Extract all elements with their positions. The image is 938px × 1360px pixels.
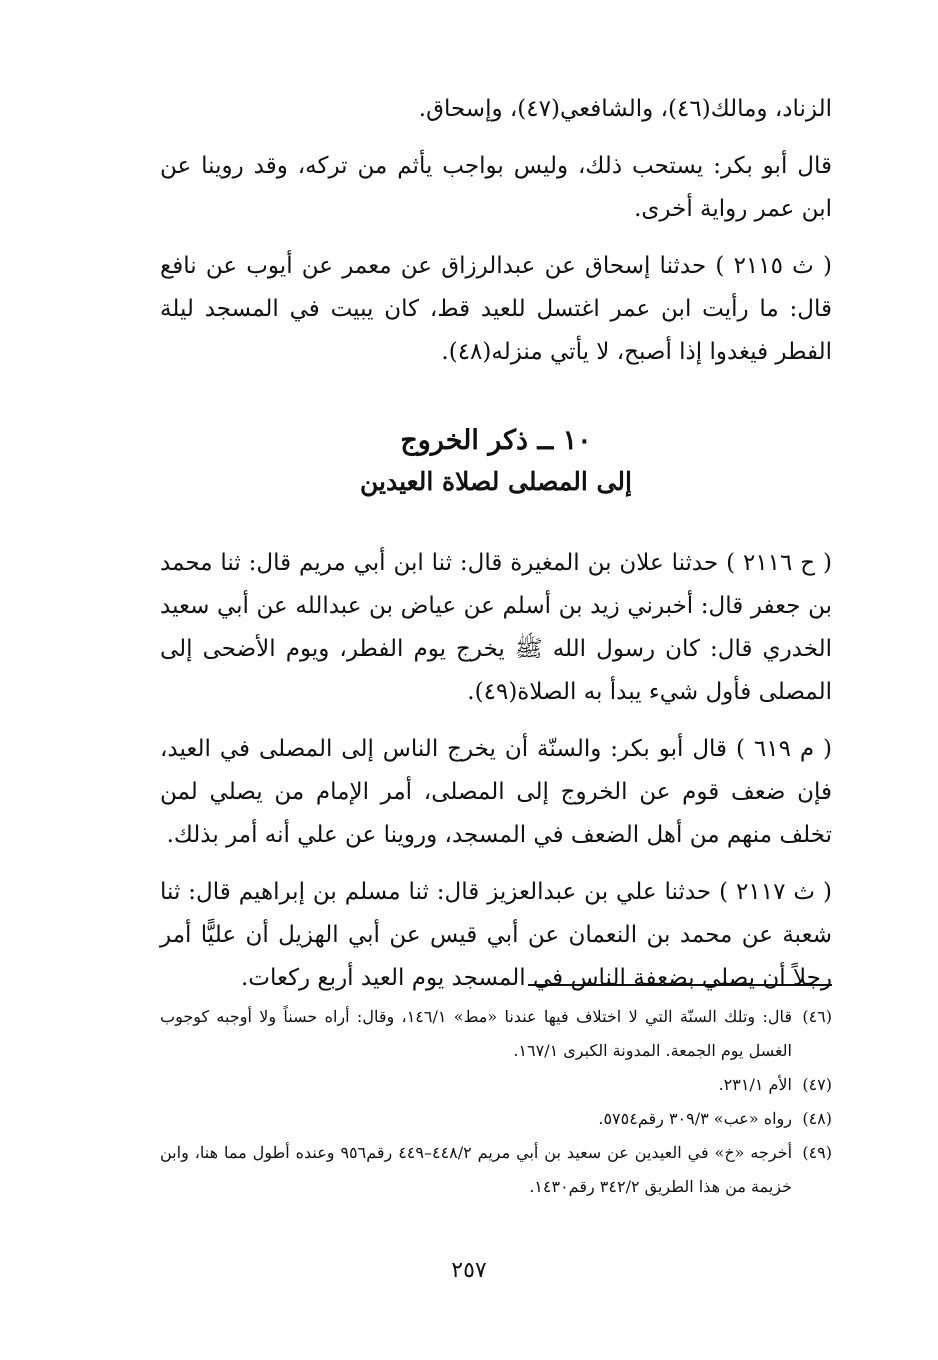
footnotes	[160, 1000, 832, 1204]
footnote	[160, 1136, 832, 1204]
footnote	[160, 1000, 832, 1068]
paragraph: ( ح ٢١١٦ ) حدثنا علان بن المغيرة قال: ثنا ابن أبي مريم قال: ثنا محمد بن جعفر قال: أخبرني زيد بن أسلم عن عياض بن عبدالله عن أبي سعيد الخدري قال: كان رسول الله ﷺ يخرج يوم الفطر، ويوم الأضحى إلى المصلى فأول شيء يبدأ به الصلاة(٤٩).	[160, 550, 832, 705]
footnote-number: (٤٧)	[802, 1075, 832, 1094]
paragraph: قال أبو بكر: يستحب ذلك، وليس بواجب يأثم من تركه، وقد روينا عن ابن عمر رواية أخرى.	[160, 153, 832, 222]
footnote-text: أخرجه «خ» في العيدين عن سعيد بن أبي مريم ٤٤٨/٢–٤٤٩ رقم٩٥٦ وعنده أطول مما هنا، وابن خزيمة من هذا الطريق ٣٤٢/٢ رقم١٤٣٠.	[160, 1143, 793, 1196]
chapter-heading	[160, 420, 832, 502]
footnote-number: (٤٦)	[802, 1007, 832, 1026]
footnote-text: رواه «عب» ٣٠٩/٣ رقم٥٧٥٤.	[598, 1109, 792, 1128]
footnote-number: (٤٩)	[802, 1143, 832, 1162]
paragraph: ( ث ٢١١٧ ) حدثنا علي بن عبدالعزيز قال: ثنا مسلم بن إبراهيم قال: ثنا شعبة عن محمد بن النعمان عن أبي قيس عن أبي الهزيل أن عليًّا أمر رجلاً أن يصلي بضعفة الناس في المسجد يوم العيد أربع ركعات.	[160, 879, 833, 991]
footnote	[160, 1068, 832, 1102]
paragraph: الزناد، ومالك(٤٦)، والشافعي(٤٧)، وإسحاق.	[418, 96, 832, 122]
footnote-text: قال: وتلك السنّة التي لا اختلاف فيها عندنا «مط» ١٤٦/١، وقال: أراه حسناً ولا أوجبه كوجوب الغسل يوم الجمعة. المدونة الكبرى ١٦٧/١.	[160, 1007, 793, 1060]
paragraph: ( ث ٢١١٥ ) حدثنا إسحاق عن عبدالرزاق عن معمر عن أيوب عن نافع قال: ما رأيت ابن عمر اغتسل للعيد قط، كان يبيت في المسجد ليلة الفطر فيغدوا إذا أصبح، لا يأتي منزله(٤٨).	[160, 253, 832, 365]
main-text	[160, 88, 832, 1000]
chapter-subtitle: إلى المصلى لصلاة العيدين	[360, 467, 632, 496]
footnote	[160, 1102, 832, 1136]
footnote-number: (٤٨)	[802, 1109, 832, 1128]
page-number: ٢٥٧	[451, 1258, 487, 1283]
paragraph: ( م ٦١٩ ) قال أبو بكر: والسنّة أن يخرج الناس إلى المصلى في العيد، فإن ضعف قوم عن الخروج إلى المصلى، أمر الإمام من يصلي لمن تخلف منهم من أهل الضعف في المسجد، وروينا عن علي أنه أمر بذلك.	[160, 736, 832, 848]
footnote-divider	[528, 984, 832, 986]
chapter-title: ١٠ ــ ذكر الخروج	[400, 425, 592, 456]
footnote-text: الأم ٢٣١/١.	[718, 1075, 792, 1094]
